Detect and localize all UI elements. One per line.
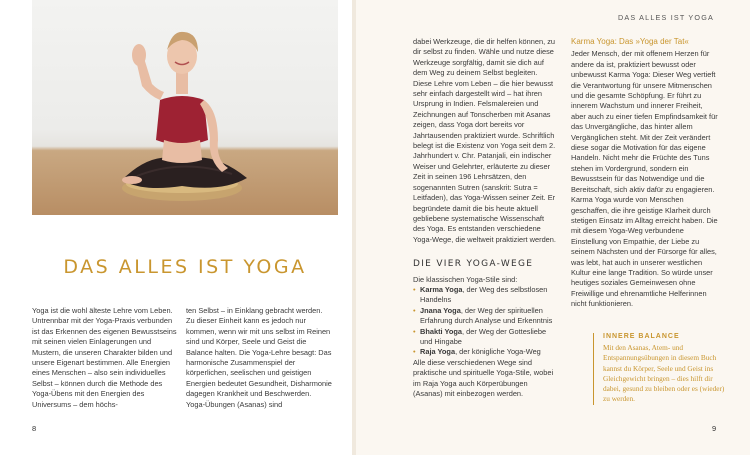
list-item: • Jnana Yoga, der Weg der spirituellen Erfahrung durch Analyse und Erkenntnis — [413, 306, 556, 327]
list-intro: Die klassischen Yoga-Stile sind: — [413, 274, 518, 284]
paragraph: Jeder Mensch, der mit offenem Herzen für andere da ist, praktiziert bewusst oder unbewusst Karma Yoga: Dieser Weg vertieft die Verantwortung für unsere Mitmenschen und die gesamte Schöpfung. Er führt zu innerem Wachstum und innerer Freiheit, aber auch zu einer tiefen Empfindsamkeit für das Unvergängliche, das hinter allem Vergänglichen steht. Mit der Zeit verändert diese sogar die Motivation für das eigene Handeln. Nicht mehr die Früchte des Tuns stehen im Vordergrund, sondern ein Bewusstsein für das Notwendige und die Bereitschaft, sich aktiv dafür zu engagieren. Karma Yoga wurde von Menschen geschaffen, die ihre geistige Klarheit durch stetigen Einsatz im Alltag erreicht haben. Die mit diesem Yoga-Weg verbundene Einstellung von Empathie, der Liebe zu seinem Nächsten und der Fürsorge für alles, was lebt, hat auch in unserer westlichen Kultur eine lange Tradition. So würde unser heutiges soziales Gemeinwesen ohne Freiwillige und ehrenamtliche Helferinnen nicht funktionieren. — [571, 49, 718, 309]
list-item: • Raja Yoga, der königliche Yoga-Weg — [413, 347, 556, 357]
running-head: DAS ALLES IST YOGA — [617, 13, 714, 22]
left-column-2 — [186, 306, 332, 410]
paragraph: dabei Werkzeuge, die dir helfen können, zu dir selbst zu finden. Wähle und nutze diese Werkzeuge sorgfältig, damit sie dich auf dem Weg zu deinem Selbst begleiten. Diese Lehre vom Leben – die hier bewusst sehr einfach dargestellt wird – hat ihren Ursprung in Indien. Felsmalereien und Zeichnungen auf Tonscherben mit Asanas zeigen, dass Yoga dort bereits vor Jahrtausenden praktiziert wurde. Schriftlich belegt ist die Existenz von Yoga seit dem 2. Jahrhundert v. Chr. Patanjali, ein indischer Weiser und Gelehrter, erläuterte zu dieser Zeit in seinen 196 Lehrsätzen, den sogenannten Sutren (sanskrit: Sutra = Leitfaden), das Yoga-Wissen seiner Zeit. Er begründete damit die bis heute aktuell gebliebene systematische Wissenschaft des Yoga. Es entstanden verschiedene Yoga-Wege, die weltweit praktiziert werden. — [413, 37, 556, 244]
right-column-1 — [413, 37, 556, 399]
page-number-left: 8 — [32, 424, 37, 433]
paragraph: Alle diese verschiedenen Wege sind praktische und spirituelle Yoga-Stile, wobei im Raja Yoga auch Körperübungen (Asanas) mit einbezogen werden. — [413, 357, 554, 398]
paragraph: Yoga ist die wohl älteste Lehre vom Leben. Untrennbar mit der Yoga-Praxis verbunden ist das Erkennen des eigenen Bewusstseins mit seinen vielen Einlagerungen und Mustern, die unseren Charakter bilden und unsere Eigenart bestimmen. Alle Energien eines Menschen – also sein individuelles Selbst – können durch die Methode des Yoga-Übens mit den Energien des Universums – dem höchs- — [32, 306, 177, 409]
page-number-right: 9 — [712, 424, 717, 433]
yoga-ways-list — [413, 285, 556, 358]
left-page — [0, 0, 352, 455]
list-item: • Bhakti Yoga, der Weg der Gottesliebe und Hingabe — [413, 327, 556, 348]
info-box-text: Mit den Asanas, Atem- und Entspannungsübungen in diesem Buch kannst du Körper, Seele und Geist ins Gleichgewicht bringen – dies hilft dir dabei, gesund zu bleiben oder es (wieder) zu werden. — [603, 343, 725, 404]
left-column-1 — [32, 306, 177, 410]
info-box-title: INNERE BALANCE — [603, 333, 680, 340]
yoga-photo — [32, 0, 338, 215]
paragraph: ten Selbst – in Einklang gebracht werden. Zu dieser Einheit kann es jedoch nur kommen, wenn wir mit uns selbst im Reinen sind und Körper, Seele und Geist die Balance halten. Die Yoga-Lehre besagt: Das harmonische Zusammenspiel der körperlichen, seelischen und geistigen Energien bedeutet Gesundheit, Disharmonie dagegen Krankheit und Beschwerden. Yoga-Übungen (Asanas) sind — [186, 306, 332, 409]
info-box — [593, 333, 728, 405]
chapter-title: DAS ALLES IST YOGA — [63, 256, 307, 278]
list-item: • Karma Yoga, der Weg des selbstlosen Handelns — [413, 285, 556, 306]
section-heading: DIE VIER YOGA-WEGE — [413, 259, 534, 270]
right-column-2 — [571, 37, 719, 310]
karma-yoga-heading: Karma Yoga: Das »Yoga der Tat« — [571, 37, 689, 46]
